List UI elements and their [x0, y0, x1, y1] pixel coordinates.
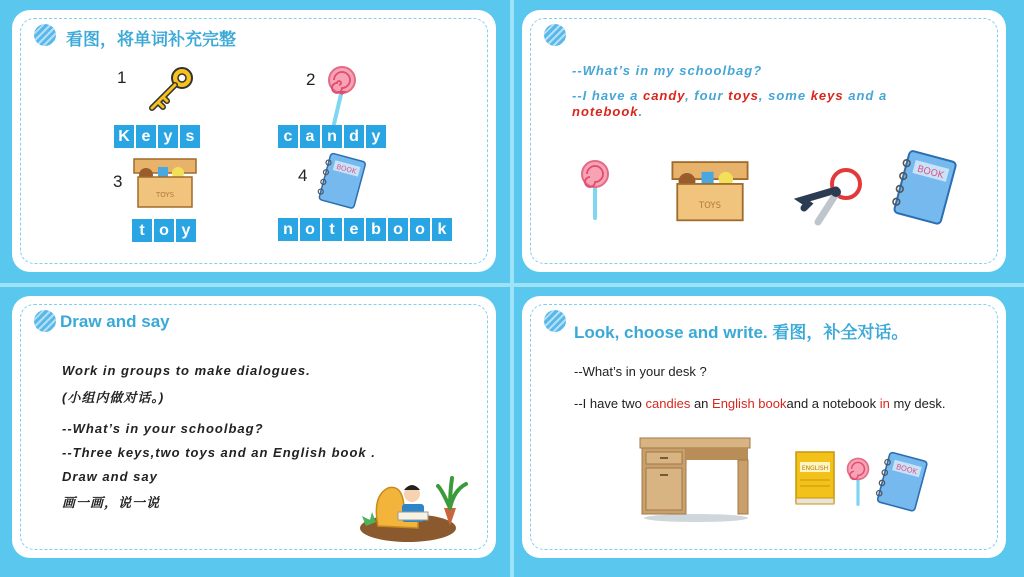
slide-1-title: 看图，将单词补充完整 — [66, 30, 236, 49]
english-book-icon — [794, 450, 836, 506]
letter-tile: o — [300, 218, 320, 241]
notebook-icon — [874, 452, 932, 514]
answer-text: --I have a — [572, 88, 643, 103]
boy-reading-illustration — [358, 466, 476, 546]
slide-4-title: Look, choose and write. 看图，补全对话。 — [574, 323, 909, 342]
answer-word-keys: keys — [810, 88, 844, 103]
toy-box-icon — [132, 153, 198, 211]
answer-text: my desk. — [889, 396, 946, 411]
letter-tile: t — [322, 218, 342, 241]
english-book-label: ENGLISH — [801, 465, 829, 472]
item-number-3: 3 — [113, 172, 123, 191]
item-number-1: 1 — [117, 68, 127, 87]
slide-4-panel[interactable] — [522, 296, 1006, 558]
slide-3-title: Draw and say — [60, 312, 170, 331]
vertical-gutter — [510, 0, 514, 577]
item-number-2: 2 — [306, 70, 316, 89]
dialogue-answer-line-1 — [572, 88, 887, 103]
letter-tile: d — [344, 125, 364, 148]
word-tiles-notebook — [278, 218, 452, 241]
horizontal-gutter — [0, 283, 1024, 287]
notebook-icon — [316, 153, 370, 211]
notebook-label: BOOK — [915, 163, 945, 182]
draw-and-say-text: Draw and say — [62, 469, 158, 484]
dialogue-question: --What’s in your schoolbag? — [62, 421, 264, 436]
slide-2-panel[interactable] — [522, 10, 1006, 272]
dialogue-answer-line-2 — [572, 104, 643, 119]
slide-3-panel[interactable] — [12, 296, 496, 558]
letter-tile: t — [132, 219, 152, 242]
keys-icon — [792, 162, 866, 228]
lollipop-icon — [325, 64, 359, 126]
letter-tile: y — [366, 125, 386, 148]
answer-word-candy: candy — [642, 88, 686, 103]
letter-tile: e — [136, 125, 156, 148]
answer-text: and a — [843, 88, 888, 103]
notebook-icon — [890, 150, 962, 228]
letter-tile: k — [432, 218, 452, 241]
toy-box-label: TOYS — [155, 191, 175, 199]
item-number-4: 4 — [298, 166, 308, 185]
answer-text: --I have two — [574, 396, 646, 411]
key-icon — [146, 64, 196, 114]
letter-tile: y — [176, 219, 196, 242]
lollipop-icon — [578, 158, 612, 220]
letter-tile: s — [180, 125, 200, 148]
dialogue-answer: --Three keys,two toys and an English book . — [62, 445, 376, 460]
toy-box-icon — [670, 152, 750, 228]
word-tiles-candy — [278, 125, 386, 148]
notebook-label: BOOK — [895, 462, 919, 477]
draw-and-say-chinese: 画一画，说一说 — [62, 495, 161, 510]
letter-tile: n — [278, 218, 298, 241]
letter-tile: o — [410, 218, 430, 241]
letter-tile: c — [278, 125, 298, 148]
dialogue-question: --What’s in my schoolbag? — [572, 63, 763, 78]
answer-text: , some — [758, 88, 811, 103]
toy-box-label: TOYS — [699, 200, 721, 211]
slide-1-panel[interactable] — [12, 10, 496, 272]
answer-text: an — [690, 396, 713, 411]
dialogue-question: --What’s in your desk ? — [574, 364, 707, 379]
letter-tile: n — [322, 125, 342, 148]
answer-word-toys: toys — [728, 88, 759, 103]
striped-circle-icon — [34, 24, 56, 46]
notebook-label: BOOK — [335, 162, 358, 176]
letter-tile: e — [344, 218, 364, 241]
answer-text: , four — [685, 88, 729, 103]
letter-tile: o — [154, 219, 174, 242]
desk-icon — [640, 436, 750, 522]
lollipop-icon — [844, 456, 872, 506]
instruction-chinese: (小组内做对话。) — [62, 390, 165, 405]
letter-tile: o — [388, 218, 408, 241]
letter-tile: b — [366, 218, 386, 241]
letter-tile: y — [158, 125, 178, 148]
word-tiles-keys — [114, 125, 200, 148]
word-tiles-toy — [132, 219, 196, 242]
answer-word-candies: candies — [645, 396, 691, 411]
answer-text: . — [638, 104, 644, 119]
letter-tile: K — [114, 125, 134, 148]
answer-word-notebook: notebook — [572, 104, 639, 119]
answer-word-english-book: English book — [712, 396, 787, 411]
striped-circle-icon — [34, 310, 56, 332]
instruction-line: Work in groups to make dialogues. — [62, 363, 311, 378]
answer-word-in: in — [879, 396, 890, 411]
answer-text: and a notebook — [786, 396, 880, 411]
dialogue-answer — [574, 396, 945, 411]
striped-circle-icon — [544, 310, 566, 332]
letter-tile: a — [300, 125, 320, 148]
striped-circle-icon — [544, 24, 566, 46]
